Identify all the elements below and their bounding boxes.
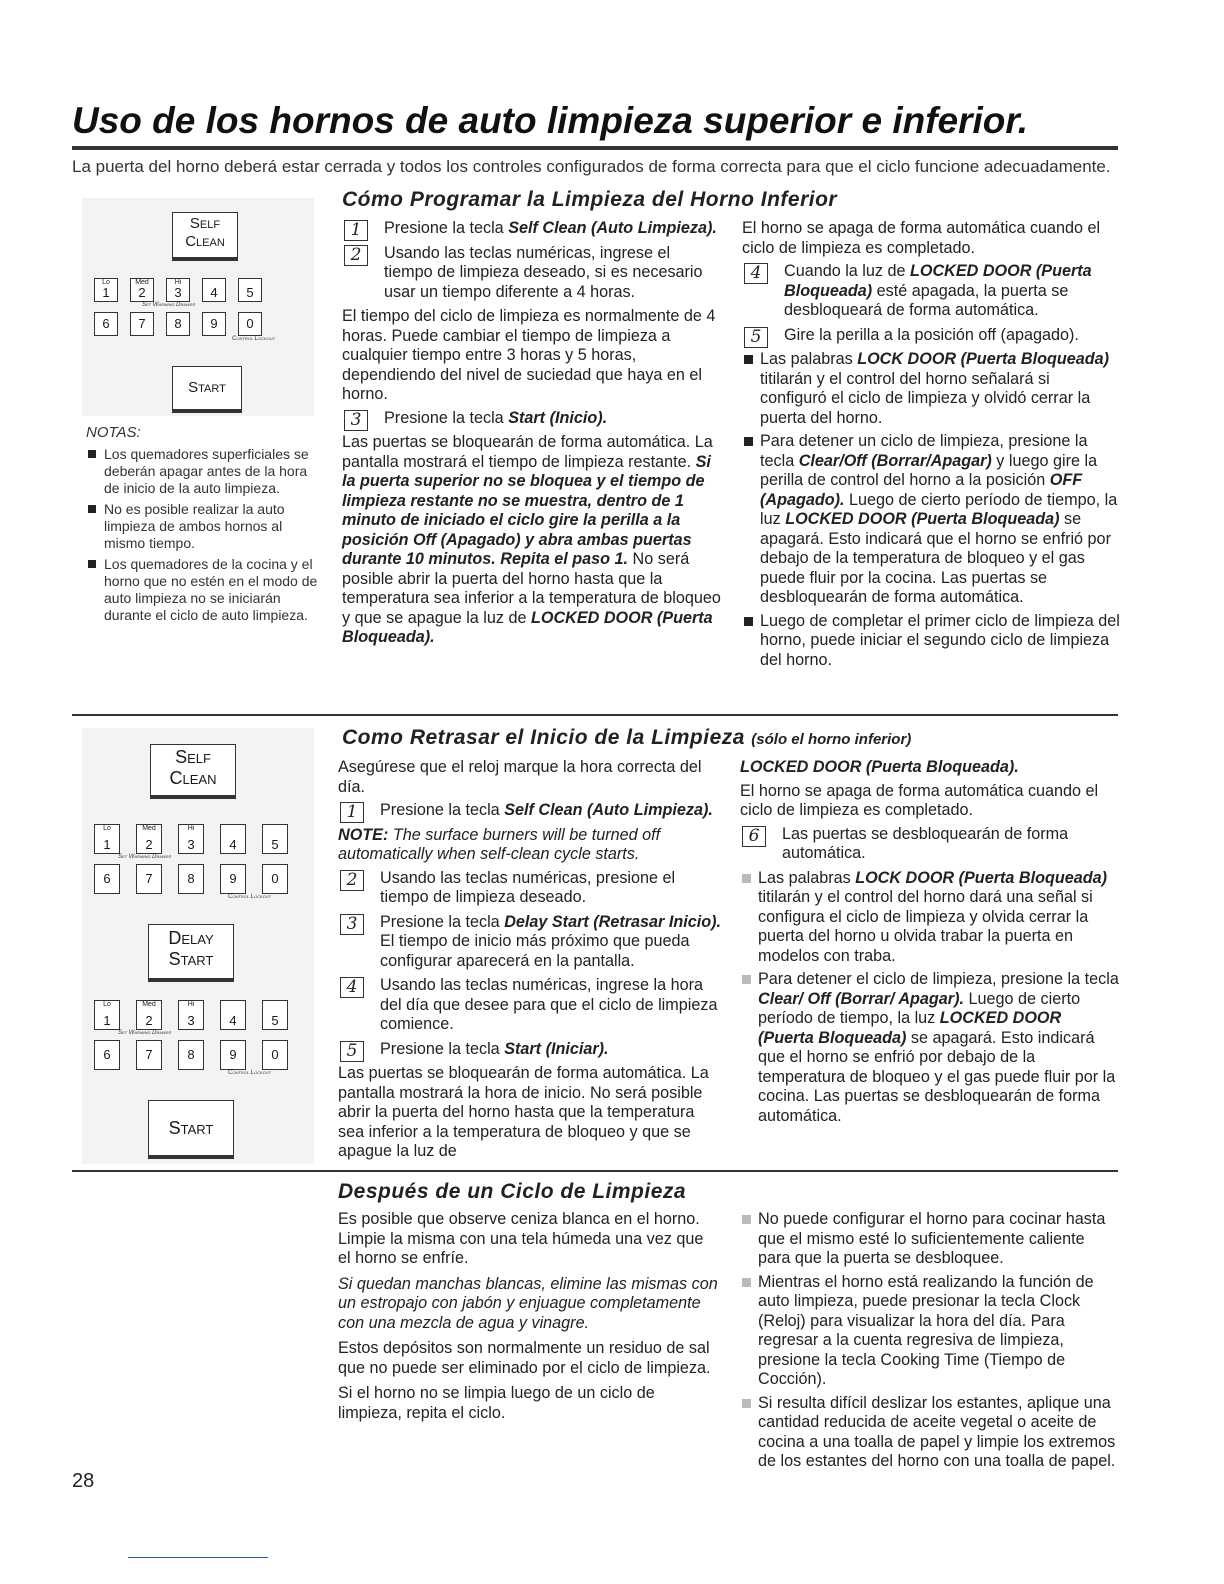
bullet: Mientras el horno está realizando la función de auto limpieza, puede presionar la tecla Clock (Reloj) para visualizar la hora del día. Para regresar a la cuenta regresiva de limpieza, presione la tecla Cooking Time (Tiempo de Cocción). — [740, 1273, 1120, 1390]
bullet: No puede configurar el horno para cocinar hasta que el mismo esté lo suficientemente caliente para que la puerta se desbloquee. — [740, 1210, 1120, 1269]
key-level-label: Med — [135, 279, 149, 286]
step-3: 3 Presione la tecla Delay Start (Retrasar Inicio). El tiempo de inicio más próximo que pueda configurar aparecerá en la pantalla. — [338, 913, 722, 972]
section1-heading: Cómo Programar la Limpieza del Horno Inferior — [342, 188, 838, 211]
key-digit: 2 — [145, 1013, 153, 1028]
key-digit: 7 — [138, 316, 146, 331]
number-key — [202, 312, 226, 336]
paragraph: LOCKED DOOR (Puerta Bloqueada). — [740, 758, 1019, 776]
warming-drawer-label: Set Warming Drawer — [118, 854, 172, 860]
key-digit: 3 — [187, 1013, 195, 1028]
number-key — [166, 312, 190, 336]
paragraph: Si el horno no se limpia luego de un ciclo de limpieza, repita el ciclo. — [338, 1384, 655, 1422]
bullet: Las palabras LOCK DOOR (Puerta Bloqueada) titilarán y el control del horno dará una señal si configura el ciclo de limpieza y olvida cerrar la puerta del horno u olvida trabar la puerta en modelos con traba. — [740, 869, 1120, 967]
section2-col1 — [338, 758, 722, 1166]
step-5: 5 Gire la perilla a la posición off (apagado). — [742, 326, 1120, 346]
key-level-label: Lo — [103, 1001, 111, 1008]
page-number: 28 — [72, 1470, 95, 1492]
number-key — [238, 312, 262, 336]
number-key — [262, 1040, 288, 1070]
step-2: 2 Usando las teclas numéricas, ingrese el tiempo de limpieza deseado, si es necesario usar un tiempo diferente a 4 horas. — [342, 244, 722, 303]
title-rule — [72, 146, 1118, 150]
key-level-label: Med — [142, 1001, 156, 1008]
key-level-label: Hi — [187, 1001, 195, 1008]
step-2: 2 Usando las teclas numéricas, presione el tiempo de limpieza deseado. — [338, 869, 722, 908]
key-level-label: Lo — [102, 279, 110, 286]
bullet: Luego de completar el primer ciclo de limpieza del horno, puede iniciar el segundo ciclo de limpieza del horno. — [742, 612, 1120, 671]
notes-box — [86, 424, 318, 628]
intro-text: La puerta del horno deberá estar cerrada y todos los controles configurados de forma correcta para que el ciclo funcione adecuadamente. — [72, 157, 1111, 176]
note-item: Los quemadores superficiales se deberán apagar antes de la hora de inicio de la auto limpieza. — [86, 446, 318, 497]
section-divider — [72, 1170, 1118, 1172]
key-digit: 9 — [210, 316, 218, 331]
number-key — [178, 864, 204, 894]
note-item: No es posible realizar la auto limpieza de ambos hornos al mismo tiempo. — [86, 501, 318, 552]
paragraph: El horno se apaga de forma automática cuando el ciclo de limpieza es completado. — [740, 781, 1099, 819]
key-digit: 7 — [145, 871, 153, 886]
footer-line — [128, 1557, 268, 1558]
number-key — [220, 824, 246, 854]
key-digit: 5 — [271, 837, 279, 852]
section1-col2 — [742, 219, 1120, 674]
number-key — [202, 278, 226, 302]
number-key — [94, 278, 118, 302]
number-key — [220, 1040, 246, 1070]
key-level-label: Lo — [103, 825, 111, 832]
section2-col2 — [740, 758, 1120, 1130]
number-key — [94, 824, 120, 854]
number-key — [238, 278, 262, 302]
step-6: 6 Las puertas se desbloquearán de forma automática. — [740, 825, 1120, 864]
step-1: 1 Presione la tecla Self Clean (Auto Limpieza). — [342, 219, 722, 239]
step-4: 4 Cuando la luz de LOCKED DOOR (Puerta Bloqueada) esté apagada, la puerta se desbloqueará de forma automática. — [742, 262, 1120, 321]
key-digit: 1 — [102, 285, 110, 300]
control-lockout-label: Control Lockout — [228, 894, 272, 900]
section-divider — [72, 714, 1118, 716]
number-key — [262, 824, 288, 854]
self-clean-key: Self Clean — [150, 744, 236, 796]
keypad-diagram-2 — [82, 728, 314, 1164]
key-level-label: Med — [142, 825, 156, 832]
paragraph: Las puertas se bloquearán de forma automática. La pantalla mostrará el tiempo de limpieza restante. Si la puerta superior no se bloquea y el tiempo de limpieza restante no se muestra, dentro de 1 minuto de iniciado el ciclo gire la perilla a la posición Off (Apagado) y abra ambas puertas durante 10 minutos. Repita el paso 1. No será posible abrir la puerta del horno hasta que la temperatura sea inferior a la temperatura de bloqueo y que se apague la luz de LOCKED DOOR (Puerta Bloqueada). — [342, 433, 721, 646]
note-item: Los quemadores de la cocina y el horno que no estén en el modo de auto limpieza no se iniciarán durante el ciclo de auto limpieza. — [86, 556, 318, 624]
key-digit: 9 — [229, 871, 237, 886]
key-digit: 0 — [246, 316, 254, 331]
section2-heading: Como Retrasar el Inicio de la Limpieza (sólo el horno inferior) — [342, 726, 912, 749]
key-digit: 0 — [271, 1047, 279, 1062]
key-digit: 7 — [145, 1047, 153, 1062]
bullet: Las palabras LOCK DOOR (Puerta Bloqueada) titilarán y el control del horno señalará si configuró el ciclo de limpieza y olvidó cerrar la puerta del horno. — [742, 350, 1120, 428]
paragraph: Si quedan manchas blancas, elimine las mismas con un estropajo con jabón y enjuague completamente con una mezcla de agua y vinagre. — [338, 1274, 718, 1332]
key-level-label: Hi — [174, 279, 182, 286]
section3-col2 — [740, 1210, 1120, 1476]
key-digit: 4 — [229, 1013, 237, 1028]
number-key — [136, 864, 162, 894]
key-digit: 1 — [103, 837, 111, 852]
key-digit: 8 — [174, 316, 182, 331]
control-lockout-label: Control Lockout — [232, 336, 276, 342]
keypad-diagram-1 — [82, 198, 314, 416]
key-digit: 9 — [229, 1047, 237, 1062]
paragraph: Asegúrese que el reloj marque la hora correcta del día. — [338, 758, 702, 796]
start-key: Start — [172, 366, 242, 410]
key-digit: 2 — [138, 285, 146, 300]
number-key — [220, 1000, 246, 1030]
key-digit: 4 — [229, 837, 237, 852]
key-digit: 5 — [246, 285, 254, 300]
number-key — [178, 1040, 204, 1070]
number-key — [262, 1000, 288, 1030]
section3-heading: Después de un Ciclo de Limpieza — [338, 1180, 687, 1203]
bullet: Para detener un ciclo de limpieza, presione la tecla Clear/Off (Borrar/Apagar) y luego gire la perilla de control del horno a la posición OFF (Apagado). Luego de cierto período de tiempo, la luz LOCKED DOOR (Puerta Bloqueada) se apagará. Esto indicará que el horno se enfrió por debajo de la temperatura de bloqueo y el gas puede fluir por la cocina. Las puertas se desbloquearán de forma automática. — [742, 432, 1120, 608]
number-key — [178, 1000, 204, 1030]
self-clean-key: Self Clean — [172, 212, 238, 258]
number-key — [136, 1040, 162, 1070]
warming-drawer-label: Set Warming Drawer — [118, 1030, 172, 1036]
paragraph: El tiempo del ciclo de limpieza es normalmente de 4 horas. Puede cambiar el tiempo de limpieza a cualquier tiempo entre 3 horas y 5 horas, dependiendo del nivel de suciedad que haya en el horno. — [342, 307, 716, 403]
key-digit: 5 — [271, 1013, 279, 1028]
delay-start-key: Delay Start — [148, 924, 234, 979]
bullet: Para detener el ciclo de limpieza, presione la tecla Clear/ Off (Borrar/ Apagar). Luego de cierto período de tiempo, la luz LOCKED DOOR (Puerta Bloqueada) se apagará. Esto indicará que el horno se enfrió por debajo de la temperatura de bloqueo y el gas puede fluir por la cocina. Las puertas se desbloquearán de forma automática. — [740, 970, 1120, 1126]
key-level-label: Hi — [187, 825, 195, 832]
number-key — [136, 1000, 162, 1030]
number-key — [94, 312, 118, 336]
number-key — [136, 824, 162, 854]
paragraph: Las puertas se bloquearán de forma automática. La pantalla mostrará la hora de inicio. No será posible abrir la puerta del horno hasta que la temperatura sea inferior a la temperatura de bloqueo y que se apague la luz de — [338, 1064, 709, 1160]
key-digit: 6 — [103, 871, 111, 886]
key-digit: 1 — [103, 1013, 111, 1028]
step-3: 3 Presione la tecla Start (Inicio). — [342, 409, 722, 429]
number-key — [130, 312, 154, 336]
warming-drawer-label: Set Warming Drawer — [142, 302, 196, 308]
key-digit: 6 — [103, 1047, 111, 1062]
number-key — [94, 1040, 120, 1070]
key-digit: 0 — [271, 871, 279, 886]
number-key — [178, 824, 204, 854]
paragraph: El horno se apaga de forma automática cuando el ciclo de limpieza es completado. — [742, 219, 1101, 257]
number-key — [94, 1000, 120, 1030]
key-digit: 3 — [174, 285, 182, 300]
start-key: Start — [148, 1100, 234, 1156]
key-digit: 3 — [187, 837, 195, 852]
control-lockout-label: Control Lockout — [228, 1070, 272, 1076]
key-digit: 6 — [102, 316, 110, 331]
key-digit: 2 — [145, 837, 153, 852]
key-digit: 8 — [187, 871, 195, 886]
paragraph: Estos depósitos son normalmente un residuo de sal que no puede ser eliminado por el ciclo de limpieza. — [338, 1339, 711, 1377]
notes-heading: NOTAS: — [86, 424, 141, 441]
page-title: Uso de los hornos de auto limpieza superior e inferior. — [72, 100, 1029, 141]
step-4: 4 Usando las teclas numéricas, ingrese la hora del día que desee para que el ciclo de limpieza comience. — [338, 976, 722, 1035]
section1-col1 — [342, 219, 722, 652]
number-key — [166, 278, 190, 302]
section3-col1 — [338, 1210, 718, 1427]
number-key — [262, 864, 288, 894]
paragraph: Es posible que observe ceniza blanca en el horno. Limpie la misma con una tela húmeda una vez que el horno se enfríe. — [338, 1210, 704, 1267]
bullet: Si resulta difícil deslizar los estantes, aplique una cantidad reducida de aceite vegetal o aceite de cocina a una toalla de papel y limpie los extremos de los estantes del horno con una toalla de papel. — [740, 1394, 1120, 1472]
key-digit: 8 — [187, 1047, 195, 1062]
note: NOTE: The surface burners will be turned off automatically when self-clean cycle starts. — [338, 825, 661, 863]
number-key — [130, 278, 154, 302]
key-digit: 4 — [210, 285, 218, 300]
number-key — [94, 864, 120, 894]
step-5: 5 Presione la tecla Start (Iniciar). — [338, 1040, 722, 1060]
step-1: 1 Presione la tecla Self Clean (Auto Limpieza). — [338, 801, 722, 821]
number-key — [220, 864, 246, 894]
